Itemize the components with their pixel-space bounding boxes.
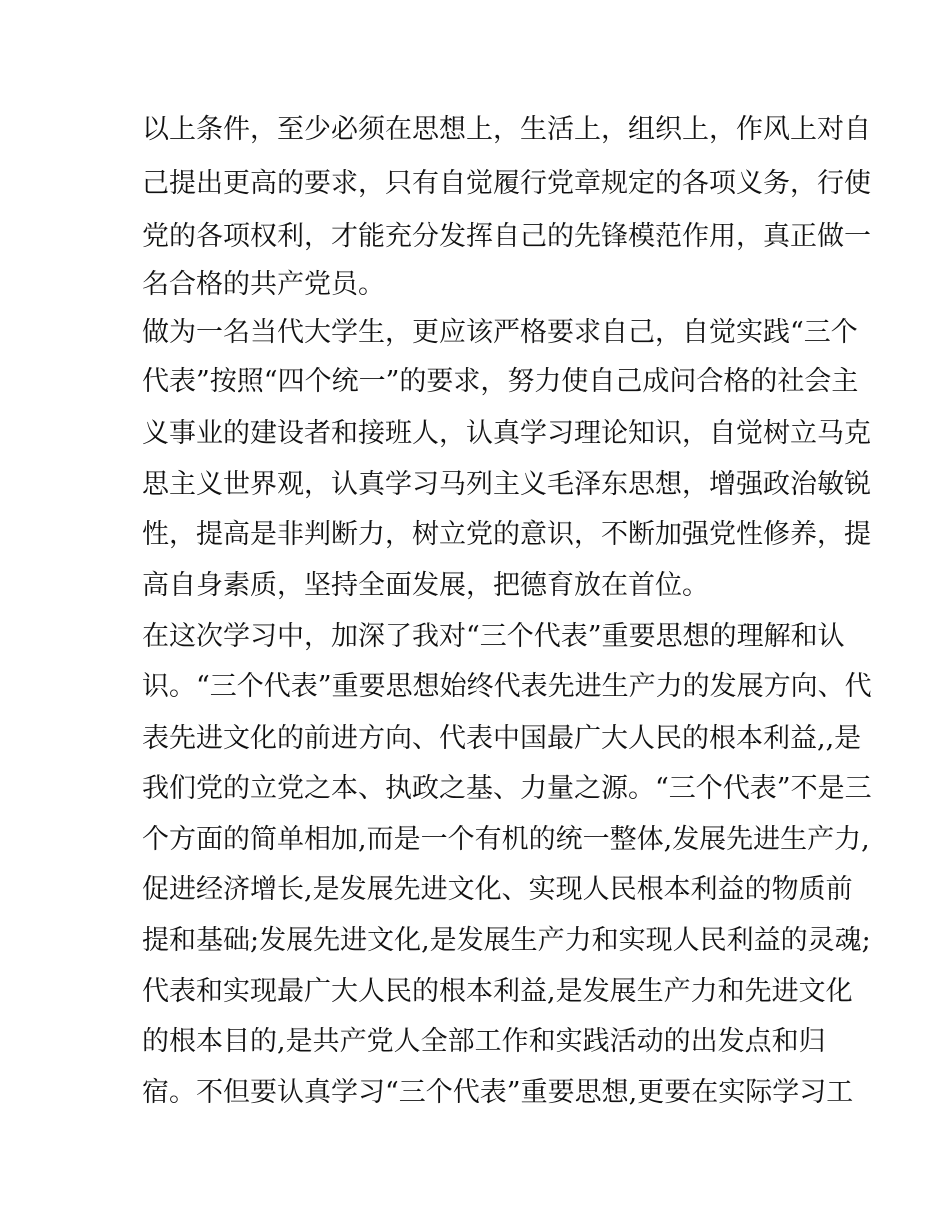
text-line: 我们党的立党之本、执政之基、力量之源。“三个代表”不是三 bbox=[142, 773, 872, 804]
text-line: 宿。不但要认真学习“三个代表”重要思想,更要在实际学习工 bbox=[142, 1077, 854, 1108]
text-line: 以上条件，至少必须在思想上，生活上，组织上，作风上对自 bbox=[142, 114, 871, 145]
text-line: 己提出更高的要求，只有自觉履行党章规定的各项义务，行使 bbox=[142, 168, 871, 199]
text-line: 义事业的建设者和接班人，认真学习理论知识，自觉树立马克 bbox=[142, 418, 871, 449]
text-line: 思主义世界观，认真学习马列主义毛泽东思想，增强政治敏锐 bbox=[142, 469, 871, 500]
text-line: 高自身素质，坚持全面发展，把德育放在首位。 bbox=[142, 570, 709, 601]
text-line: 代表”按照“四个统一”的要求，努力使自己成问合格的社会主 bbox=[142, 366, 859, 397]
text-line: 党的各项权利，才能充分发挥自己的先锋模范作用，真正做一 bbox=[142, 221, 871, 252]
text-line: 的根本目的,是共产党人全部工作和实践活动的出发点和归 bbox=[142, 1026, 826, 1057]
text-line: 代表和实现最广大人民的根本利益,是发展生产力和先进文化 bbox=[142, 976, 853, 1007]
text-line: 促进经济增长,是发展先进文化、实现人民根本利益的物质前 bbox=[142, 874, 853, 905]
text-line: 在这次学习中，加深了我对“三个代表”重要思想的理解和认 bbox=[142, 621, 845, 652]
text-line: 个方面的简单相加,而是一个有机的统一整体,发展先进生产力, bbox=[142, 824, 870, 855]
text-line: 识。“三个代表”重要思想始终代表先进生产力的发展方向、代 bbox=[142, 671, 872, 702]
text-line: 表先进文化的前进方向、代表中国最广大人民的根本利益,,是 bbox=[142, 723, 862, 754]
text-line: 名合格的共产党员。 bbox=[142, 269, 385, 300]
text-line: 提和基础;发展先进文化,是发展生产力和实现人民利益的灵魂; bbox=[142, 925, 871, 956]
text-line: 做为一名当代大学生，更应该严格要求自己，自觉实践“三个 bbox=[142, 317, 858, 348]
text-line: 性，提高是非判断力，树立党的意识，不断加强党性修养，提 bbox=[142, 519, 871, 550]
